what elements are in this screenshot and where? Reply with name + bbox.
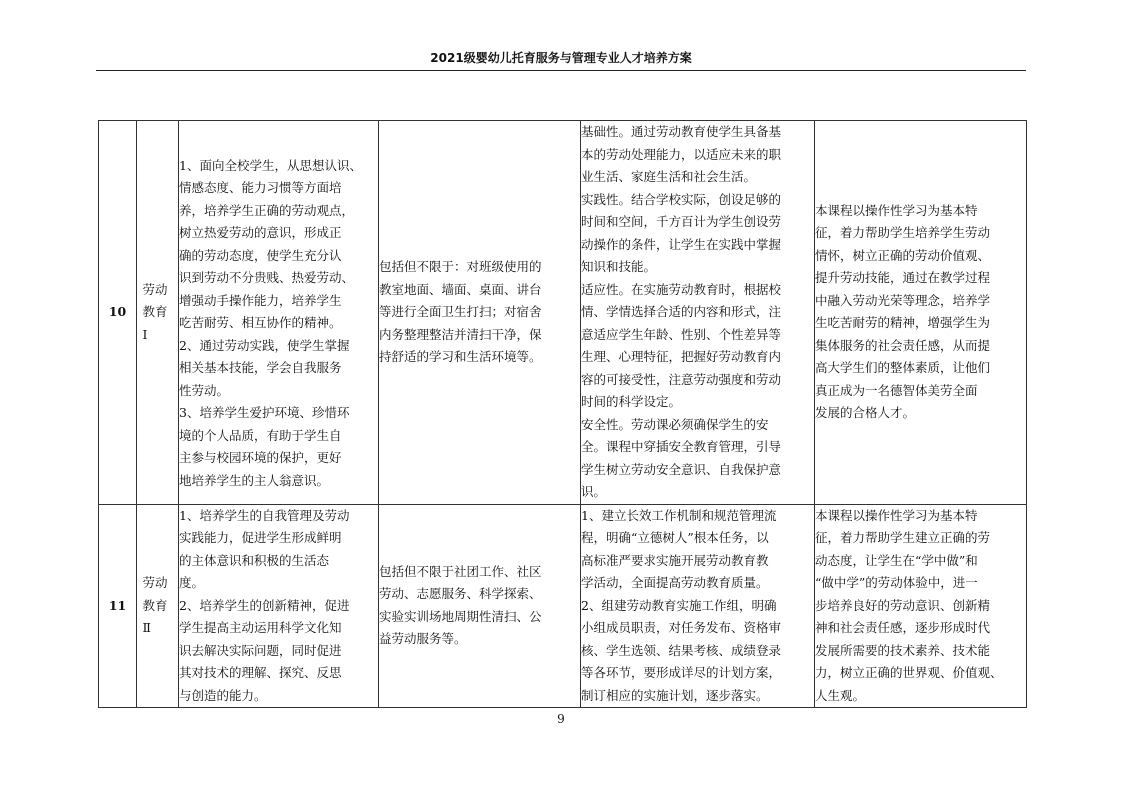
course-requirements — [581, 121, 815, 505]
text-line: 中融入劳动光荣等理念，培养学 — [815, 292, 991, 308]
text-line: 1、培养学生的自我管理及劳动 — [179, 507, 350, 523]
course-summary — [815, 504, 1027, 708]
course-content — [379, 121, 581, 505]
text-line: 征，着力帮助学生建立正确的劳 — [815, 530, 991, 545]
text-line: 1、面向全校学生，从思想认识、 — [179, 157, 362, 173]
text-line: 境的个人品质，有助于学生自 — [179, 427, 342, 443]
table-row — [99, 121, 1027, 505]
text-line: 神和社会责任感，逐步形成时代 — [815, 620, 991, 635]
text-line: 养，培养学生正确的劳动观点， — [179, 202, 355, 218]
text-line: 的主体意识和积极的生活态 — [179, 552, 330, 568]
text-line: 树立热爱劳动的意识，形成正 — [179, 225, 342, 240]
text-line: 核、学生选领、结果考核、成绩登录 — [581, 642, 782, 658]
text-line: 安全性。劳动课必须确保学生的安 — [581, 416, 769, 432]
text-line: 性劳动。 — [179, 382, 230, 398]
text-line: 程，明确“立德树人”根本任务，以 — [581, 530, 769, 545]
text-line: 识去解决实际问题，同时促进 — [179, 642, 342, 658]
course-goals — [179, 121, 379, 505]
text-line: 本课程以操作性学习为基本特 — [815, 202, 978, 218]
text-line: 高标准严要求实施开展劳动教育教 — [581, 552, 769, 568]
text-line: 其对技术的理解、探究、反思 — [179, 665, 342, 680]
text-line: “做中学”的劳动体验中，进一 — [815, 575, 978, 590]
text-line: 持舒适的学习和生活环境等。 — [379, 349, 542, 364]
text-line: 人生观。 — [815, 687, 866, 703]
course-name — [137, 504, 179, 708]
text-line: 本课程以操作性学习为基本特 — [815, 507, 978, 523]
text-line: 意适应学生年龄、性别、个性差异等 — [581, 326, 782, 342]
text-line: 本的劳动处理能力，以适应未来的职 — [581, 146, 782, 162]
course-name-line: 劳动 — [142, 575, 168, 590]
curriculum-table — [98, 120, 1027, 708]
course-name — [137, 121, 179, 505]
text-line: 适应性。在实施劳动教育时，根据校 — [581, 281, 782, 297]
text-line: 实验实训场地周期性清扫、公 — [379, 608, 542, 624]
text-line: 步培养良好的劳动意识、创新精 — [815, 597, 991, 613]
text-line: 等各环节，要形成详尽的计划方案， — [581, 665, 782, 680]
text-line: 情怀，树立正确的劳动价值观、 — [815, 247, 991, 263]
text-line: 业生活、家庭生活和社会生活。 — [581, 169, 757, 184]
text-line: 集体服务的社会责任感，从而提 — [815, 337, 991, 353]
text-line: 学生提高主动运用科学文化知 — [179, 620, 342, 635]
text-line: 主参与校园环境的保护，更好 — [179, 450, 342, 465]
course-requirements — [581, 504, 815, 708]
document-title: 2021级婴幼儿托育服务与管理专业人才培养方案 — [430, 51, 692, 65]
page-number: 9 — [557, 712, 565, 726]
text-line: 实践性。结合学校实际，创设足够的 — [581, 191, 782, 207]
text-line: 征，着力帮助学生培养学生劳动 — [815, 225, 991, 241]
text-line: 真正成为一名德智体美劳全面 — [815, 382, 978, 398]
text-line: 基础性。通过劳动教育使学生具备基 — [581, 124, 782, 139]
text-line: 学生树立劳动安全意识、自我保护意 — [581, 461, 782, 477]
text-line: 识到劳动不分贵贱、热爱劳动、 — [179, 270, 355, 285]
text-line: 动操作的条件，让学生在实践中掌握 — [581, 236, 782, 252]
text-line: 生吃苦耐劳的精神，增强学生为 — [815, 315, 991, 331]
text-line: 劳动、志愿服务、科学探索、 — [379, 586, 542, 602]
text-line: 发展的合格人才。 — [815, 405, 916, 421]
text-line: 确的劳动态度，使学生充分认 — [179, 247, 342, 263]
page-header — [96, 48, 1026, 71]
text-line: 1、建立长效工作机制和规范管理流 — [581, 507, 777, 523]
course-name-line: 教育 — [142, 304, 168, 319]
text-line: 2、培养学生的创新精神，促进 — [179, 597, 350, 613]
text-line: 地培养学生的主人翁意识。 — [179, 472, 330, 488]
text-line: 与创造的能力。 — [179, 687, 267, 703]
course-name-line: 劳动 — [142, 281, 168, 297]
text-line: 识。 — [581, 484, 607, 499]
text-line: 提升劳动技能，通过在教学过程 — [815, 270, 991, 286]
course-summary — [815, 121, 1027, 505]
text-line: 学活动，全面提高劳动教育质量。 — [581, 575, 769, 590]
text-line: 动态度，让学生在“学中做”和 — [815, 552, 978, 568]
course-name-line: Ⅰ — [142, 326, 148, 342]
text-line: 时间的科学设定。 — [581, 394, 682, 409]
text-line: 力，树立正确的世界观、价值观、 — [815, 665, 1003, 680]
text-line: 等进行全面卫生打扫；对宿舍 — [379, 304, 542, 319]
table-row — [99, 504, 1027, 708]
text-line: 发展所需要的技术素养、技术能 — [815, 642, 991, 658]
course-number: 10 — [99, 121, 137, 505]
text-line: 全。课程中穿插安全教育管理，引导 — [581, 439, 782, 454]
course-name-line: Ⅱ — [142, 620, 151, 635]
text-line: 情、学情选择合适的内容和形式，注 — [581, 304, 782, 319]
text-line: 实践能力，促进学生形成鲜明 — [179, 530, 342, 545]
text-line: 知识和技能。 — [581, 259, 657, 274]
text-line: 吃苦耐劳、相互协作的精神。 — [179, 315, 342, 330]
text-line: 内务整理整洁并清扫干净，保 — [379, 326, 542, 342]
course-content — [379, 504, 581, 708]
text-line: 容的可接受性，注意劳动强度和劳动 — [581, 371, 782, 387]
text-line: 情感态度、能力习惯等方面培 — [179, 180, 342, 195]
text-line: 益劳动服务等。 — [379, 631, 467, 647]
text-line: 包括但不限于：对班级使用的 — [379, 259, 542, 274]
course-name-line: 教育 — [142, 597, 168, 613]
text-line: 制订相应的实施计划，逐步落实。 — [581, 687, 769, 703]
text-line: 2、组建劳动教育实施工作组，明确 — [581, 597, 777, 613]
text-line: 度。 — [179, 575, 205, 590]
text-line: 增强动手操作能力，培养学生 — [179, 292, 342, 308]
text-line: 3、培养学生爱护环境、珍惜环 — [179, 405, 350, 420]
text-line: 2、通过劳动实践，使学生掌握 — [179, 337, 350, 353]
text-line: 时间和空间，千方百计为学生创设劳 — [581, 214, 782, 229]
text-line: 相关基本技能，学会自我服务 — [179, 360, 342, 375]
text-line: 高大学生们的整体素质，让他们 — [815, 360, 991, 376]
text-line: 小组成员职责，对任务发布、资格审 — [581, 620, 782, 635]
course-goals — [179, 504, 379, 708]
course-number: 11 — [99, 504, 137, 708]
text-line: 生理、心理特征，把握好劳动教育内 — [581, 349, 782, 364]
text-line: 包括但不限于社团工作、社区 — [379, 563, 542, 579]
text-line: 教室地面、墙面、桌面、讲台 — [379, 281, 542, 297]
